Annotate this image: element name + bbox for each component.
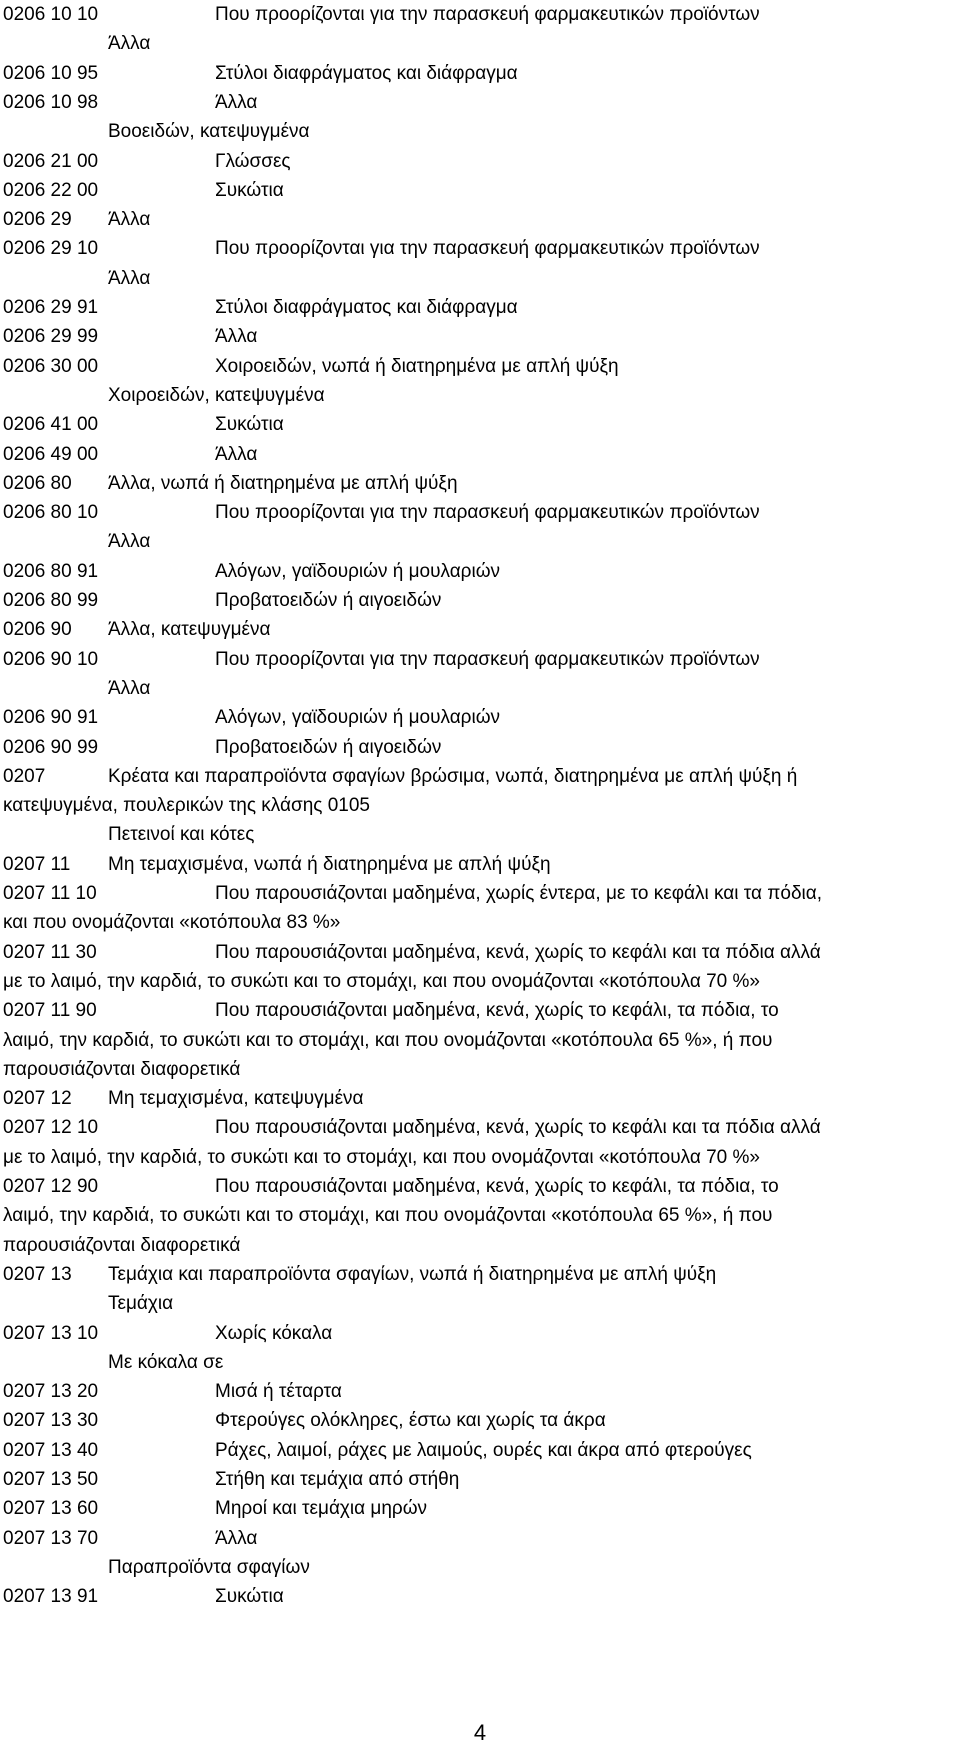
tariff-description: Μηροί και τεμάχια μηρών [215,1498,428,1520]
tariff-description: Που προορίζονται για την παρασκευή φαρμακευτικών προϊόντων [215,4,760,25]
tariff-code: 0207 11 90 [3,1000,97,1022]
tariff-code: 0206 29 99 [3,326,99,348]
tariff-line [0,615,960,645]
tariff-code: 0206 29 91 [3,297,99,318]
tariff-code: 0207 12 90 [3,1176,99,1197]
tariff-code: 0207 13 20 [3,1381,99,1403]
tariff-description: Που προορίζονται για την παρασκευή φαρμακευτικών προϊόντων [215,648,760,670]
tariff-code: 0206 41 00 [3,414,99,436]
tariff-code: 0206 80 91 [3,560,99,582]
group-heading: Άλλα [108,531,151,553]
tariff-description: Που παρουσιάζονται μαδημένα, κενά, χωρίς το κεφάλι, τα πόδια, το [215,1176,779,1197]
tariff-code: 0206 22 00 [3,179,99,201]
tariff-description: Άλλα [215,1527,258,1549]
tariff-line [0,1231,960,1261]
tariff-description: Στύλοι διαφράγματος και διάφραγμα [215,297,518,318]
group-heading: Χοιροειδών, κατεψυγμένα [108,384,325,406]
tariff-code: 0207 13 10 [3,1322,99,1344]
description-continuation: λαιμό, την καρδιά, το συκώτι και το στομάχι, και που ονομάζονται «κοτόπουλα 65 %», ή που [3,1205,773,1227]
tariff-description: Χωρίς κόκαλα [215,1322,333,1344]
tariff-description: Μισά ή τέταρτα [215,1381,342,1403]
tariff-code: 0207 13 91 [3,1586,99,1608]
tariff-description: Χοιροειδών, νωπά ή διατηρημένα με απλή ψύξη [215,355,619,377]
tariff-line [0,1289,960,1319]
tariff-line [0,1524,960,1554]
tariff-line [0,234,960,264]
tariff-line [0,352,960,382]
tariff-code: 0206 90 91 [3,707,99,729]
group-heading: Άλλα [108,677,151,699]
tariff-line [0,1348,960,1378]
tariff-code: 0207 11 30 [3,941,97,963]
tariff-line [0,674,960,704]
tariff-line [0,938,960,968]
tariff-code: 0206 29 10 [3,238,99,260]
tariff-line [0,147,960,177]
tariff-line [0,967,960,997]
tariff-line [0,1406,960,1436]
tariff-description: Τεμάχια και παραπροϊόντα σφαγίων, νωπά ή διατηρημένα με απλή ψύξη [108,1263,717,1285]
tariff-line [0,703,960,733]
tariff-code: 0206 80 [3,472,72,494]
group-heading: Πετεινοί και κότες [108,824,255,846]
tariff-description: Στύλοι διαφράγματος και διάφραγμα [215,62,518,84]
tariff-line [0,879,960,909]
tariff-code: 0206 10 98 [3,91,99,113]
tariff-line [0,996,960,1026]
group-heading: Βοοειδών, κατεψυγμένα [108,121,310,143]
tariff-line [0,1465,960,1495]
tariff-line [0,586,960,616]
tariff-description: Που παρουσιάζονται μαδημένα, κενά, χωρίς το κεφάλι και τα πόδια αλλά [215,941,821,963]
tariff-line [0,498,960,528]
tariff-line [0,469,960,499]
tariff-line [0,850,960,880]
tariff-code: 0206 10 10 [3,4,99,25]
tariff-line [0,322,960,352]
description-continuation: κατεψυγμένα, πουλερικών της κλάσης 0105 [3,795,371,817]
tariff-code: 0207 11 10 [3,883,97,904]
description-continuation: παρουσιάζονται διαφορετικά [3,1234,241,1256]
tariff-description: Συκώτια [215,414,284,436]
tariff-line [0,440,960,470]
tariff-description: Προβατοειδών ή αιγοειδών [215,736,442,758]
tariff-code: 0206 30 00 [3,355,99,377]
tariff-line [0,1143,960,1173]
tariff-description: Προβατοειδών ή αιγοειδών [215,590,442,611]
tariff-line [0,29,960,59]
description-continuation: με το λαιμό, την καρδιά, το συκώτι και το στομάχι, και που ονομάζονται «κοτόπουλα 70 %» [3,1146,760,1168]
tariff-line [0,1113,960,1143]
group-heading: Άλλα [108,267,151,289]
tariff-line [0,1377,960,1407]
tariff-line [0,908,960,938]
tariff-line [0,176,960,206]
tariff-code: 0207 12 [3,1088,72,1110]
tariff-description: Που παρουσιάζονται μαδημένα, κενά, χωρίς το κεφάλι, τα πόδια, το [215,1000,779,1022]
tariff-description: Γλώσσες [215,150,291,172]
tariff-line [0,527,960,557]
tariff-description: Που προορίζονται για την παρασκευή φαρμακευτικών προϊόντων [215,502,760,524]
tariff-code: 0207 13 30 [3,1410,99,1432]
tariff-description: Άλλα [215,91,258,113]
tariff-description: Που παρουσιάζονται μαδημένα, κενά, χωρίς το κεφάλι και τα πόδια αλλά [215,1117,821,1139]
tariff-line [0,381,960,411]
tariff-description: Μη τεμαχισμένα, νωπά ή διατηρημένα με απλή ψύξη [108,853,551,875]
tariff-description: Αλόγων, γαϊδουριών ή μουλαριών [215,560,501,582]
tariff-description: Φτερούγες ολόκληρες, έστω και χωρίς τα άκρα [215,1410,606,1432]
tariff-line [0,1084,960,1114]
tariff-line [0,820,960,850]
description-continuation: με το λαιμό, την καρδιά, το συκώτι και το στομάχι, και που ονομάζονται «κοτόπουλα 70 %» [3,970,760,992]
tariff-description: Άλλα [215,443,258,465]
group-heading: Άλλα [108,33,151,55]
tariff-description: Που προορίζονται για την παρασκευή φαρμακευτικών προϊόντων [215,238,760,260]
tariff-line [0,293,960,323]
description-continuation: και που ονομάζονται «κοτόπουλα 83 %» [3,912,341,934]
tariff-code: 0207 [3,765,46,787]
tariff-line [0,117,960,147]
tariff-line [0,1201,960,1231]
tariff-code: 0206 80 10 [3,502,99,524]
group-heading: Παραπροϊόντα σφαγίων [108,1556,310,1578]
tariff-line [0,59,960,89]
tariff-description: Αλόγων, γαϊδουριών ή μουλαριών [215,707,501,729]
tariff-line [0,1260,960,1290]
tariff-description: Άλλα, νωπά ή διατηρημένα με απλή ψύξη [108,472,458,494]
tariff-line [0,1055,960,1085]
description-continuation: λαιμό, την καρδιά, το συκώτι και το στομάχι, και που ονομάζονται «κοτόπουλα 65 %», ή που [3,1029,773,1051]
tariff-description: Άλλα [215,326,258,348]
tariff-description: Που παρουσιάζονται μαδημένα, χωρίς έντερα, με το κεφάλι και τα πόδια, [215,883,823,904]
tariff-code: 0206 90 10 [3,648,99,670]
description-continuation: παρουσιάζονται διαφορετικά [3,1058,241,1080]
tariff-code: 0207 13 40 [3,1439,99,1461]
tariff-code: 0207 13 [3,1263,72,1285]
tariff-code: 0207 12 10 [3,1117,99,1139]
tariff-description: Συκώτια [215,179,284,201]
tariff-code: 0207 13 50 [3,1469,99,1490]
tariff-code: 0206 80 99 [3,590,99,611]
tariff-line [0,264,960,294]
tariff-line [0,645,960,675]
tariff-line [0,88,960,118]
tariff-line [0,205,960,235]
tariff-line [0,1582,960,1612]
tariff-code: 0207 13 70 [3,1527,99,1549]
tariff-line [0,1172,960,1202]
tariff-line [0,1436,960,1466]
tariff-code: 0207 13 60 [3,1498,99,1520]
tariff-code: 0206 29 [3,209,72,231]
tariff-line [0,1553,960,1583]
tariff-description: Ράχες, λαιμοί, ράχες με λαιμούς, ουρές και άκρα από φτερούγες [215,1439,752,1461]
tariff-description: Συκώτια [215,1586,284,1608]
tariff-line [0,762,960,792]
tariff-code: 0207 11 [3,853,71,875]
tariff-description: Στήθη και τεμάχια από στήθη [215,1469,460,1490]
page-number: 4 [473,1720,487,1745]
tariff-code: 0206 49 00 [3,443,99,465]
tariff-line [0,733,960,763]
group-heading: Τεμάχια [108,1293,174,1315]
tariff-code: 0206 90 99 [3,736,99,758]
tariff-description: Άλλα, κατεψυγμένα [108,619,271,641]
tariff-line [0,0,960,30]
tariff-line [0,791,960,821]
tariff-code: 0206 21 00 [3,150,99,172]
tariff-code: 0206 10 95 [3,62,99,84]
tariff-line [0,1494,960,1524]
tariff-code: 0206 90 [3,619,72,641]
group-heading: Με κόκαλα σε [108,1351,224,1373]
tariff-description: Μη τεμαχισμένα, κατεψυγμένα [108,1088,364,1110]
tariff-line [0,410,960,440]
tariff-description: Άλλα [108,209,151,231]
tariff-line [0,1319,960,1349]
tariff-line [0,557,960,587]
tariff-description: Κρέατα και παραπροϊόντα σφαγίων βρώσιμα, νωπά, διατηρημένα με απλή ψύξη ή [108,765,798,787]
tariff-line [0,1026,960,1056]
